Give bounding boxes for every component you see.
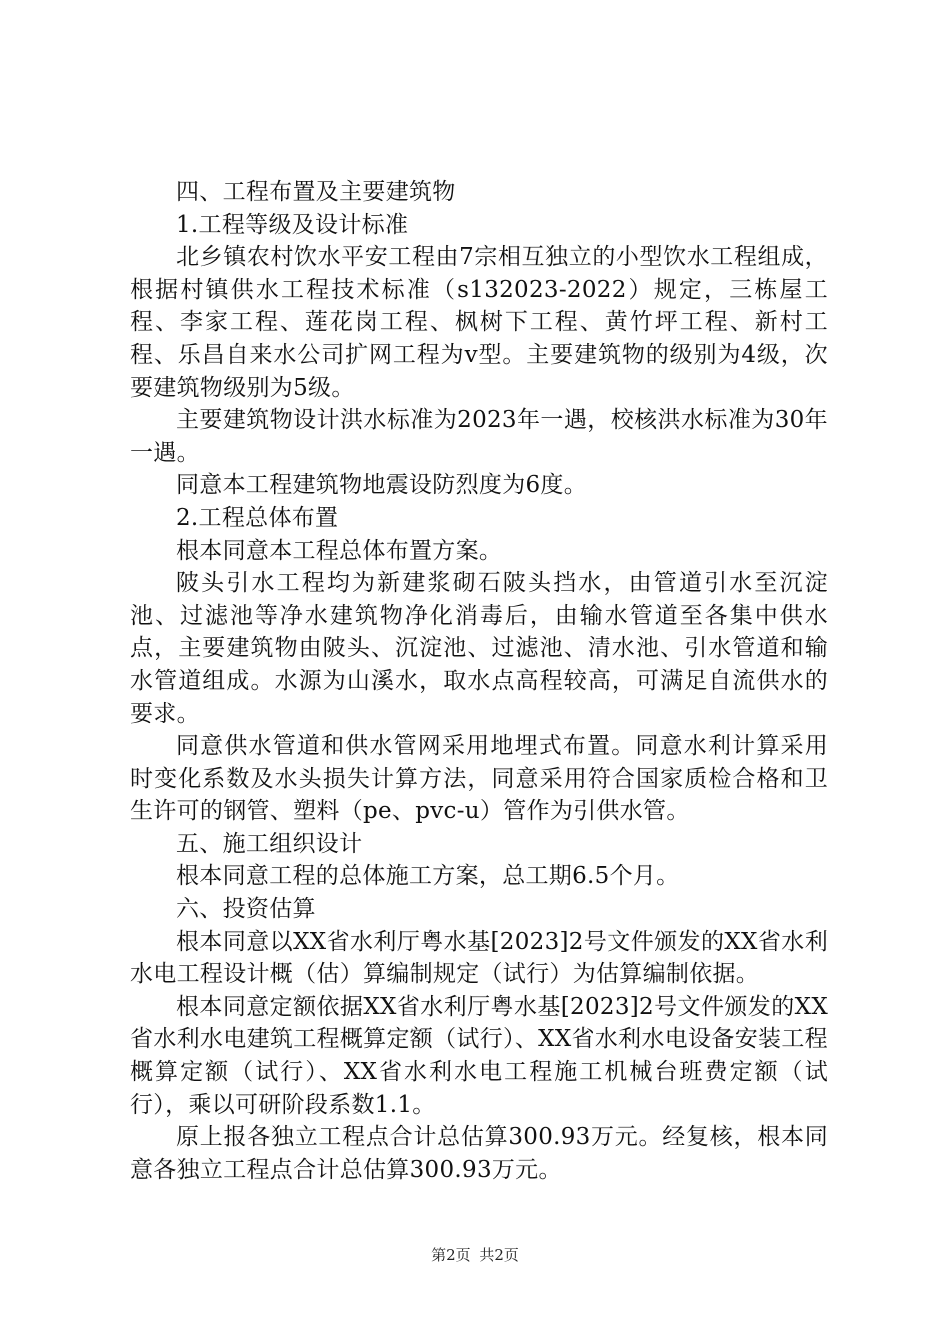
document-body (130, 176, 828, 1186)
paragraph-construction-plan: 根本同意工程的总体施工方案，总工期6.5个月。 (176, 863, 680, 890)
paragraph-quota-basis: 根本同意定额依据XX省水利厅粤水基[2023]2号文件颁发的XX省水利水电建筑工程概算定额（试行）、XX省水利水电设备安装工程概算定额（试行）、XX省水利水电工程施工机械台班费定额（试行），乘以可研阶段系数1.1。 (130, 993, 828, 1118)
paragraph-total-estimate: 原上报各独立工程点合计总估算300.93万元。经复核，根本同意各独立工程点合计总估算300.93万元。 (130, 1124, 828, 1183)
section-heading-construction: 五、施工组织设计 (176, 830, 363, 857)
paragraph-layout-approval: 根本同意本工程总体布置方案。 (176, 537, 503, 564)
page-footer (0, 1244, 950, 1265)
section-heading-layout: 四、工程布置及主要建筑物 (176, 179, 456, 205)
paragraph-flood-standard: 主要建筑物设计洪水标准为2023年一遇，校核洪水标准为30年一遇。 (130, 407, 828, 466)
section-heading-investment: 六、投资估算 (176, 896, 316, 923)
page-number: 第2页 (431, 1246, 471, 1264)
paragraph-pipelines: 同意供水管道和供水管网采用地埋式布置。同意水利计算采用时变化系数及水头损失计算方法，同意采用符合国家质检合格和卫生许可的钢管、塑料（pe、pvc-u）管作为引供水管。 (130, 733, 828, 825)
paragraph-project-composition: 北乡镇农村饮水平安工程由7宗相互独立的小型饮水工程组成，根据村镇供水工程技术标准（s132023-2022）规定，三栋屋工程、李家工程、莲花岗工程、枫树下工程、黄竹坪工程、新村工程、乐昌自来水公司扩网工程为v型。主要建筑物的级别为4级，次要建筑物级别为5级。 (130, 244, 828, 401)
subsection-heading-grade: 1.工程等级及设计标准 (176, 211, 409, 238)
subsection-heading-overall-layout: 2.工程总体布置 (176, 504, 339, 531)
page-total: 共2页 (479, 1246, 519, 1264)
paragraph-water-intake: 陂头引水工程均为新建浆砌石陂头挡水，由管道引水至沉淀池、过滤池等净水建筑物净化消毒后，由输水管道至各集中供水点，主要建筑物由陂头、沉淀池、过滤池、清水池、引水管道和输水管道组成。水源为山溪水，取水点高程较高，可满足自流供水的要求。 (130, 570, 828, 727)
paragraph-estimate-basis: 根本同意以XX省水利厅粤水基[2023]2号文件颁发的XX省水利水电工程设计概（估）算编制规定（试行）为估算编制依据。 (130, 928, 828, 988)
paragraph-seismic: 同意本工程建筑物地震设防烈度为6度。 (176, 472, 588, 499)
